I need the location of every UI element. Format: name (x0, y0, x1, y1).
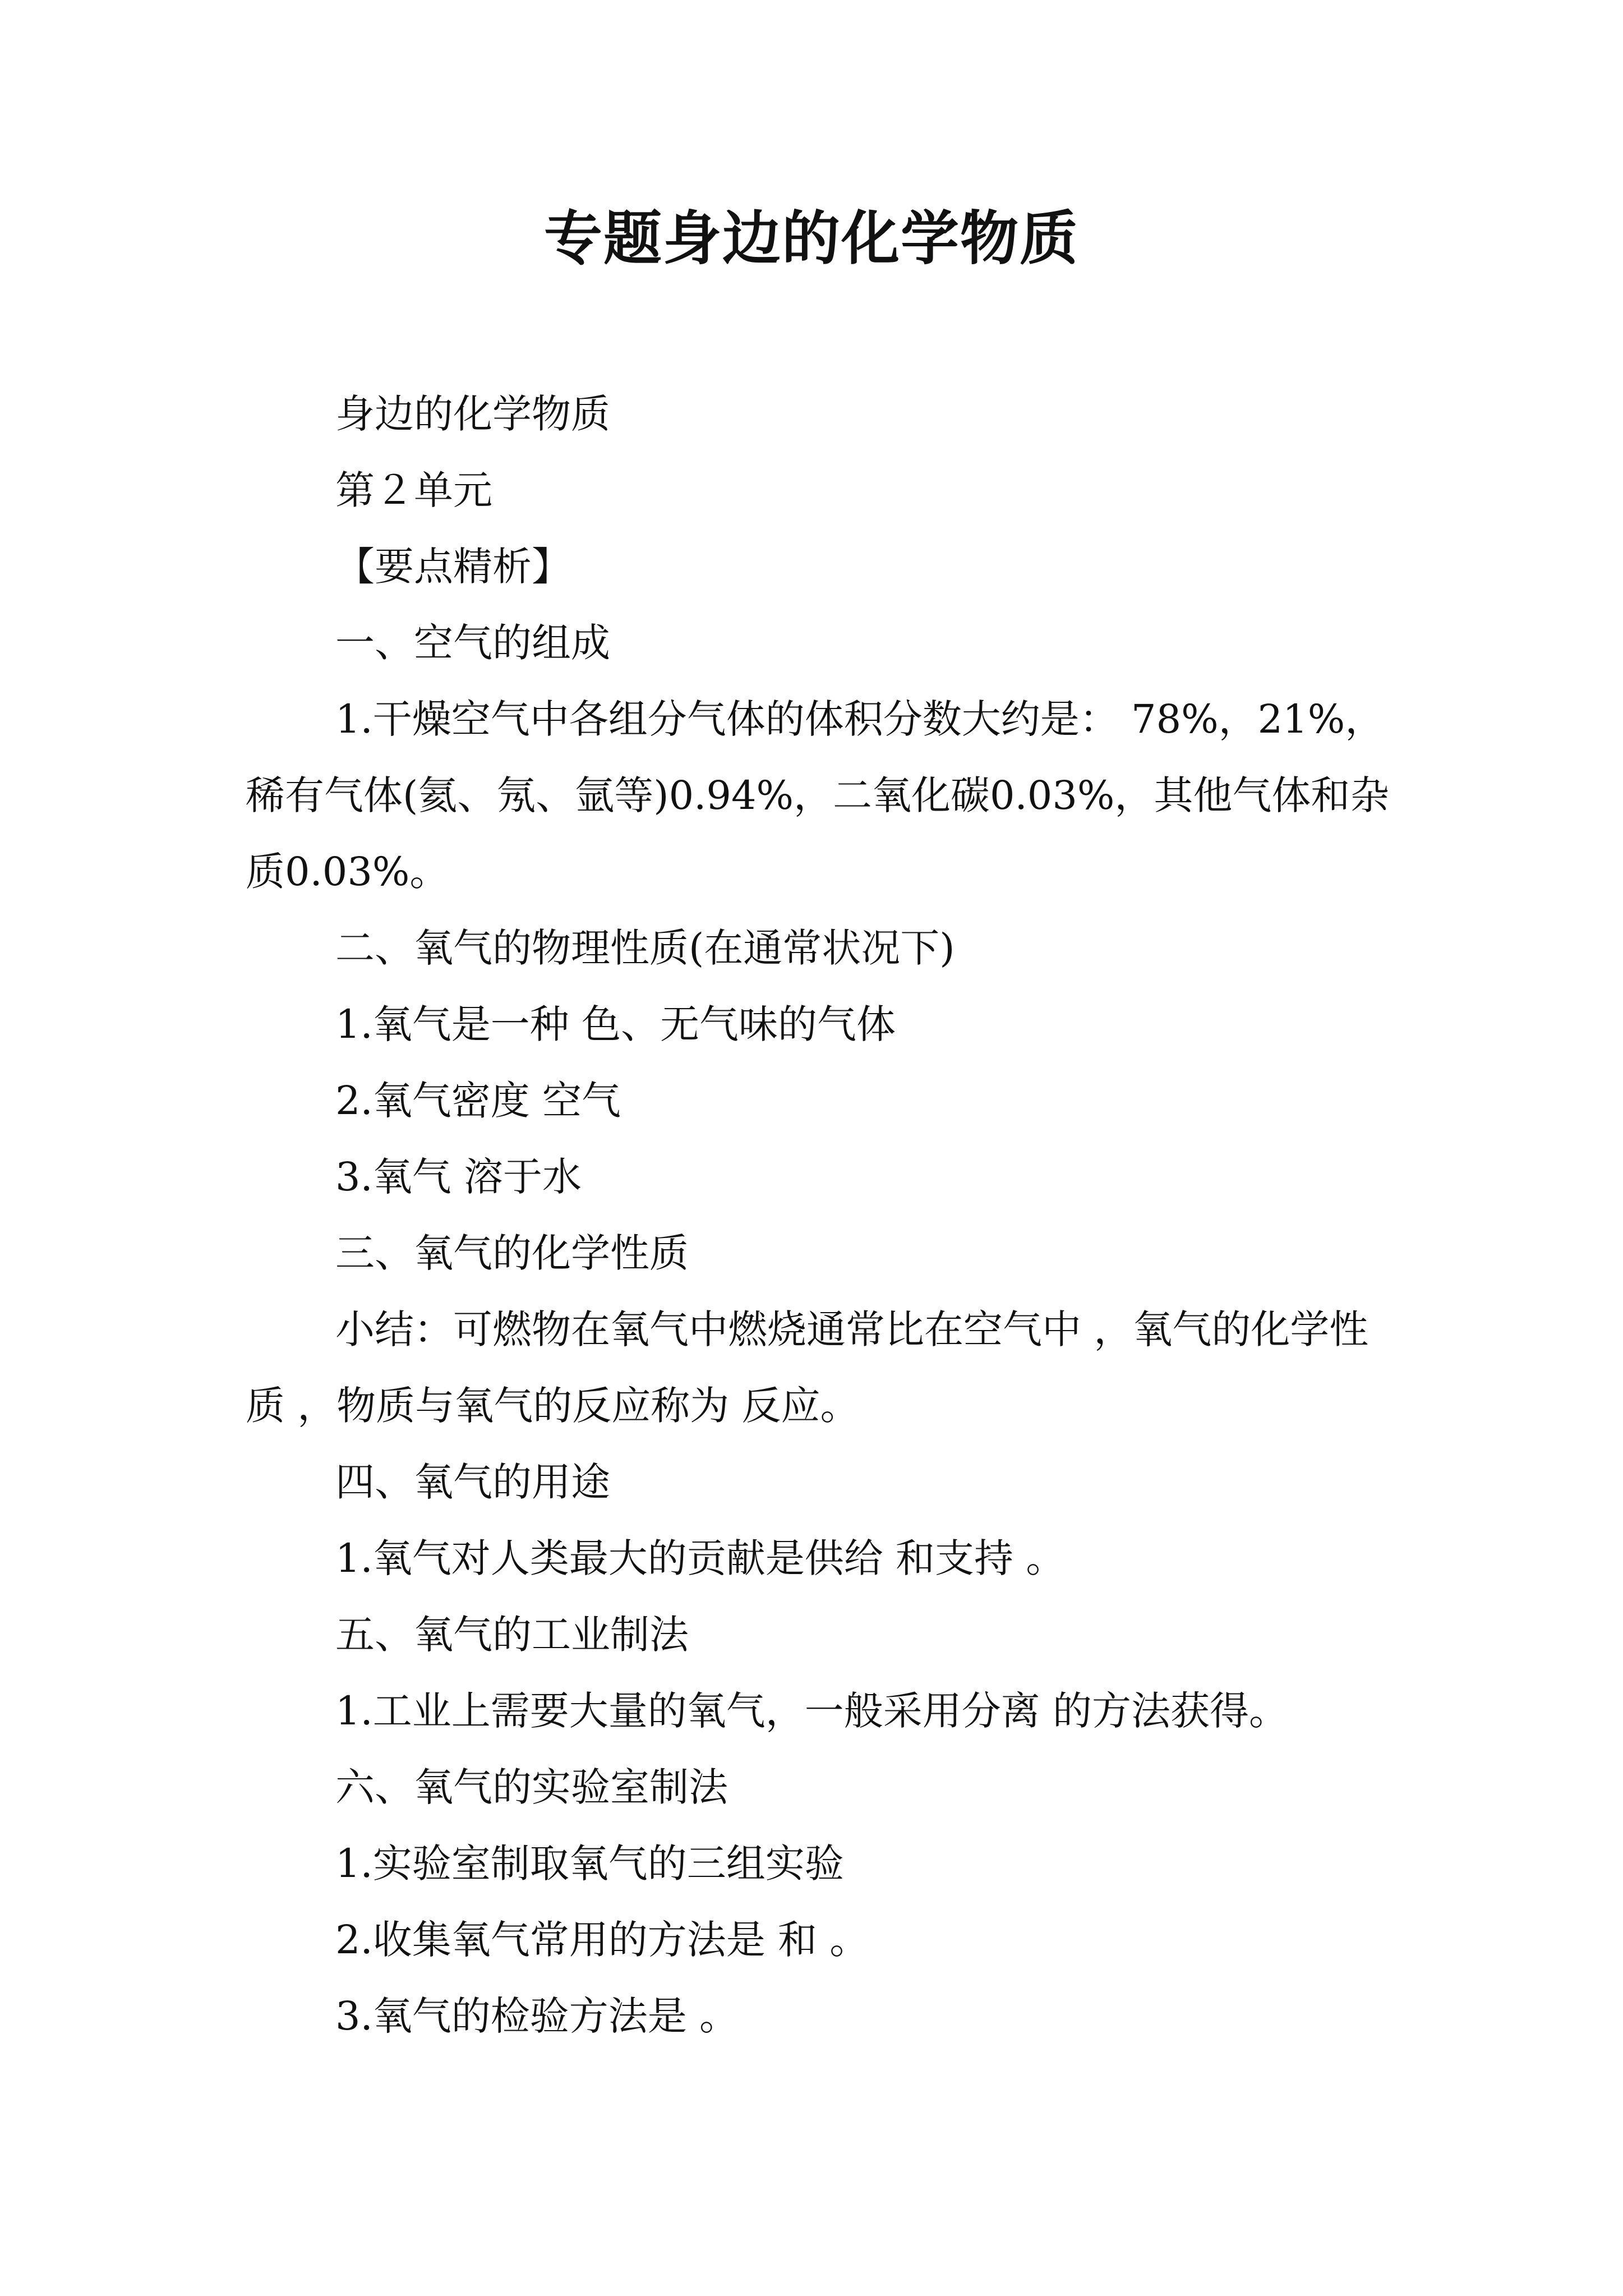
paragraph-oxygen-color: 1.氧气是一种 色、无气味的气体 (335, 1001, 896, 1047)
section-heading-oxygen-physical-properties: 二、氧气的物理性质(在通常状况下) (335, 925, 955, 971)
section-heading-oxygen-uses: 四、氧气的用途 (335, 1459, 610, 1505)
section-heading-industrial-preparation: 五、氧气的工业制法 (335, 1612, 689, 1658)
paragraph-unit: 第２单元 (335, 467, 492, 513)
section-heading-lab-preparation: 六、氧气的实验室制法 (335, 1764, 728, 1810)
section-heading-oxygen-chemical-properties: 三、氧气的化学性质 (335, 1230, 689, 1276)
paragraph-oxygen-solubility: 3.氧气 溶于水 (335, 1154, 582, 1200)
paragraph-oxygen-contribution: 1.氧气对人类最大的贡献是供给 和支持 。 (335, 1535, 1066, 1581)
document-body (246, 376, 1390, 2054)
paragraph-collection-methods: 2.收集氧气常用的方法是 和 。 (335, 1917, 869, 1963)
paragraph-industrial-method: 1.工业上需要大量的氧气，一般采用分离 的方法获得。 (335, 1688, 1289, 1734)
paragraph-air-volume-fractions: 1.干燥空气中各组分气体的体积分数大约是： 78%，21%，稀有气体(氦、氖、氩等)0.94%，二氧化碳0.03%，其他气体和杂质0.03%。 (246, 696, 1390, 895)
paragraph-subtitle: 身边的化学物质 (335, 391, 610, 437)
paragraph-summary: 小结：可燃物在氧气中燃烧通常比在空气中 ，氧气的化学性质 ，物质与氧气的反应称为 反应。 (246, 1306, 1369, 1429)
paragraph-key-points-heading: 【要点精析】 (335, 544, 571, 590)
paragraph-lab-experiments: 1.实验室制取氧气的三组实验 (335, 1841, 844, 1887)
section-heading-air-composition: 一、空气的组成 (335, 620, 610, 666)
document-title: 专题身边的化学物质 (543, 204, 1079, 273)
paragraph-oxygen-density: 2.氧气密度 空气 (335, 1078, 621, 1124)
paragraph-test-method: 3.氧气的检验方法是 。 (335, 1993, 739, 2039)
